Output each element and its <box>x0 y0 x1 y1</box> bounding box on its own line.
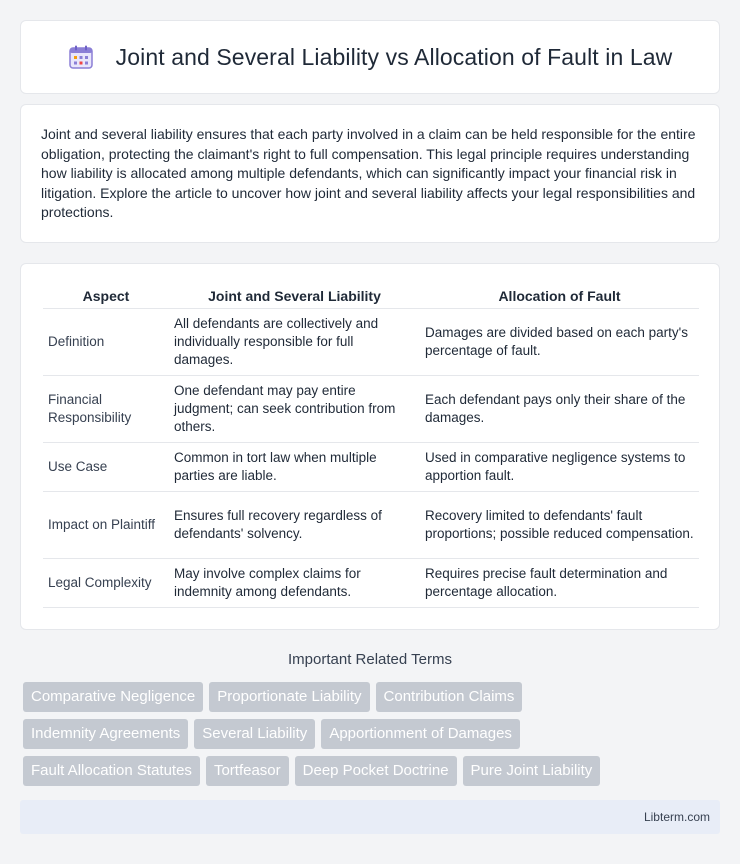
row-joint-several: One defendant may pay entire judgment; can seek contribution from others. <box>169 375 420 442</box>
table-header-row <box>43 286 699 308</box>
table-row <box>43 308 699 375</box>
row-allocation: Recovery limited to defendants' fault proportions; possible reduced compensation. <box>420 491 699 558</box>
footer <box>20 800 720 834</box>
table-row <box>43 491 699 558</box>
header-card <box>20 20 720 94</box>
table-row <box>43 442 699 491</box>
comparison-table-card <box>20 263 720 630</box>
footer-site-link[interactable]: Libterm.com <box>643 810 710 824</box>
table-row <box>43 375 699 442</box>
row-joint-several: Ensures full recovery regardless of defendants' solvency. <box>169 491 420 558</box>
tag-tortfeasor[interactable]: Tortfeasor <box>206 756 289 786</box>
tag-apportionment-of-damages[interactable]: Apportionment of Damages <box>321 719 520 749</box>
row-allocation: Used in comparative negligence systems to apportion fault. <box>420 442 699 491</box>
tag-row <box>23 756 723 786</box>
column-header-aspect: Aspect <box>43 286 169 308</box>
row-allocation: Damages are divided based on each party's percentage of fault. <box>420 308 699 375</box>
calendar-grid-icon <box>68 44 94 70</box>
column-header-joint-several: Joint and Several Liability <box>169 286 420 308</box>
row-joint-several: All defendants are collectively and individually responsible for full damages. <box>169 308 420 375</box>
tag-row <box>23 719 723 749</box>
row-aspect: Definition <box>43 308 169 375</box>
row-aspect: Impact on Plaintiff <box>43 491 169 558</box>
tag-pure-joint-liability[interactable]: Pure Joint Liability <box>463 756 601 786</box>
related-terms-list <box>23 682 723 793</box>
page-title: Joint and Several Liability vs Allocation of Fault in Law <box>115 43 673 70</box>
row-aspect: Legal Complexity <box>43 558 169 607</box>
comparison-table <box>43 286 699 608</box>
intro-card <box>20 104 720 243</box>
tag-deep-pocket-doctrine[interactable]: Deep Pocket Doctrine <box>295 756 457 786</box>
row-joint-several: May involve complex claims for indemnity among defendants. <box>169 558 420 607</box>
row-allocation: Requires precise fault determination and percentage allocation. <box>420 558 699 607</box>
tag-proportionate-liability[interactable]: Proportionate Liability <box>209 682 369 712</box>
column-header-allocation: Allocation of Fault <box>420 286 699 308</box>
row-allocation: Each defendant pays only their share of the damages. <box>420 375 699 442</box>
tag-row <box>23 682 723 712</box>
intro-text: Joint and several liability ensures that each party involved in a claim can be held responsible for the entire obligation, protecting the claimant's right to full compensation. This legal principle requires understanding how liability is allocated among multiple defendants, which can significantly impact your financial risk in litigation. Explore the article to uncover how joint and several liability affects your legal responsibilities and protections. <box>41 126 696 220</box>
row-aspect: Financial Responsibility <box>43 375 169 442</box>
row-joint-several: Common in tort law when multiple parties are liable. <box>169 442 420 491</box>
tag-comparative-negligence[interactable]: Comparative Negligence <box>23 682 203 712</box>
related-terms-title: Important Related Terms <box>288 651 452 668</box>
tag-contribution-claims[interactable]: Contribution Claims <box>376 682 523 712</box>
tag-several-liability[interactable]: Several Liability <box>194 719 315 749</box>
tag-fault-allocation-statutes[interactable]: Fault Allocation Statutes <box>23 756 200 786</box>
tag-indemnity-agreements[interactable]: Indemnity Agreements <box>23 719 188 749</box>
row-aspect: Use Case <box>43 442 169 491</box>
table-row <box>43 558 699 607</box>
